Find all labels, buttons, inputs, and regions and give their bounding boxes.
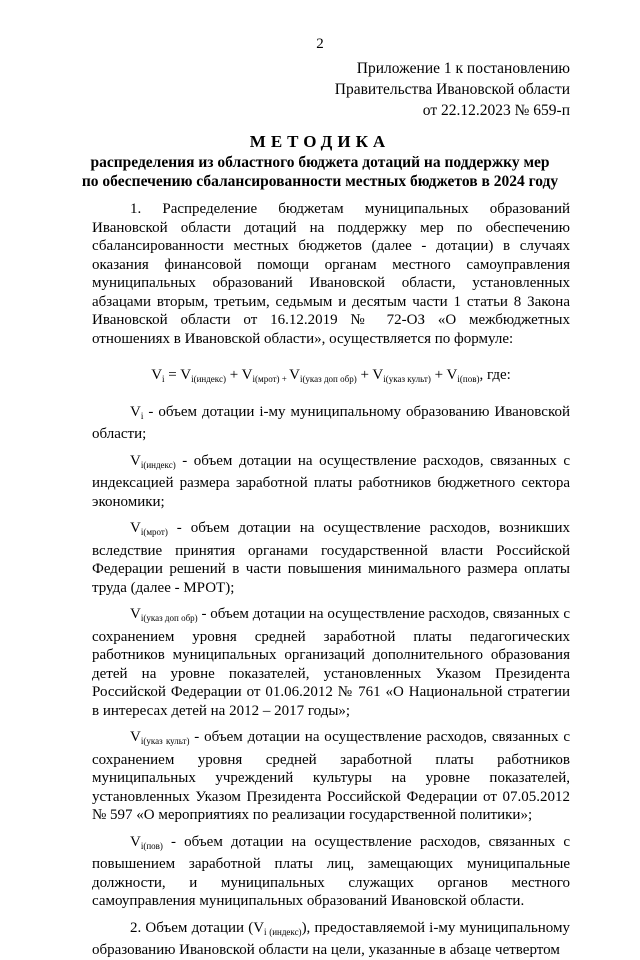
subtitle-line: по обеспечению сбалансированности местных бюджетов в 2024 году [81, 173, 559, 190]
page-number: 2 [316, 36, 324, 52]
document-title: МЕТОДИКА [249, 132, 391, 151]
definition-v-ukaz-dop-obr: $V_{i(указ доп обр)}$ - объем дотации на осуществление расходов, связанных с сохранением уровня средней заработной платы педагогических работников муниципальных организаций дополнительного образования детей на уровне показателей, установленных Указом Президента Российской Федерации от 01.06.2012 № 761 «О Национальной стратегии в интересах детей на 2012 – 2017 годы»; [92, 606, 570, 719]
paragraph-1: 1. Распределение бюджетам муниципальных образований Ивановской области дотаций на поддержку мер по обеспечению сбалансированности местных бюджетов (далее - дотации) в случаях оказания финансовой помощи органам местного самоуправления муниципальных образований Ивановской области, установленных абзацами вторым, третьим, седьмым и десятым части 1 статьи 8 Закона Ивановской области от 16.12.2019 № 72-ОЗ «О межбюджетных отношениях в Ивановской области», осуществляется по формуле: [92, 201, 570, 347]
definition-v-index: $V_{i(индекс)}$ - объем дотации на осуществление расходов, связанных с индексацией размера заработной платы работников бюджетного сектора экономики; [92, 452, 570, 510]
appendix-line: Правительства Ивановской области [334, 81, 570, 98]
subtitle-line: распределения из областного бюджета дотаций на поддержку мер [90, 154, 550, 171]
definition-v-ukaz-kult: $V_{i(указ культ)}$ - объем дотации на осуществление расходов, связанных с сохранением уровня средней заработной платы работников муниципальных учреждений культуры на уровне показателей, установленных Указом Президента Российской Федерации от 07.05.2012 № 597 «О мероприятиях по реализации государственной политики»; [92, 729, 570, 823]
paragraph-2: 2. Объем дотации $(V_{i (индекс)})$, предоставляемой i-му муниципальному образованию Ивановской области на цели, указанные в абзаце четвертом [92, 919, 570, 958]
definition-v-mrot: $V_{i(мрот)}$ - объем дотации на осуществление расходов, возникших вследствие принятия органами государственной власти Российской Федерации решений в части повышения минимального размера оплаты труда (далее - МРОТ); [92, 520, 570, 596]
formula: $V_i = V_{i(индекс)} + V_{i(мрот)}$ $_+$ $V_{i(указ доп обр)} + V_{i(указ культ)} + V_{i(пов)}$, где: [151, 367, 511, 384]
document-subtitle [0, 153, 640, 191]
document-body [92, 200, 570, 960]
appendix-note [335, 58, 570, 121]
definition-vi: $V_i$ - объем дотации i-му муниципальному образованию Ивановской области; [92, 403, 570, 442]
appendix-line: от 22.12.2023 № 659-п [422, 102, 570, 119]
definition-v-pov: $V_{i(пов)}$ - объем дотации на осуществление расходов, связанных с повышением заработной платы лиц, замещающих муниципальные должности, и муниципальных служащих органов местного самоуправления муниципальных образований Ивановской области. [92, 833, 570, 909]
appendix-line: Приложение 1 к постановлению [356, 60, 570, 77]
